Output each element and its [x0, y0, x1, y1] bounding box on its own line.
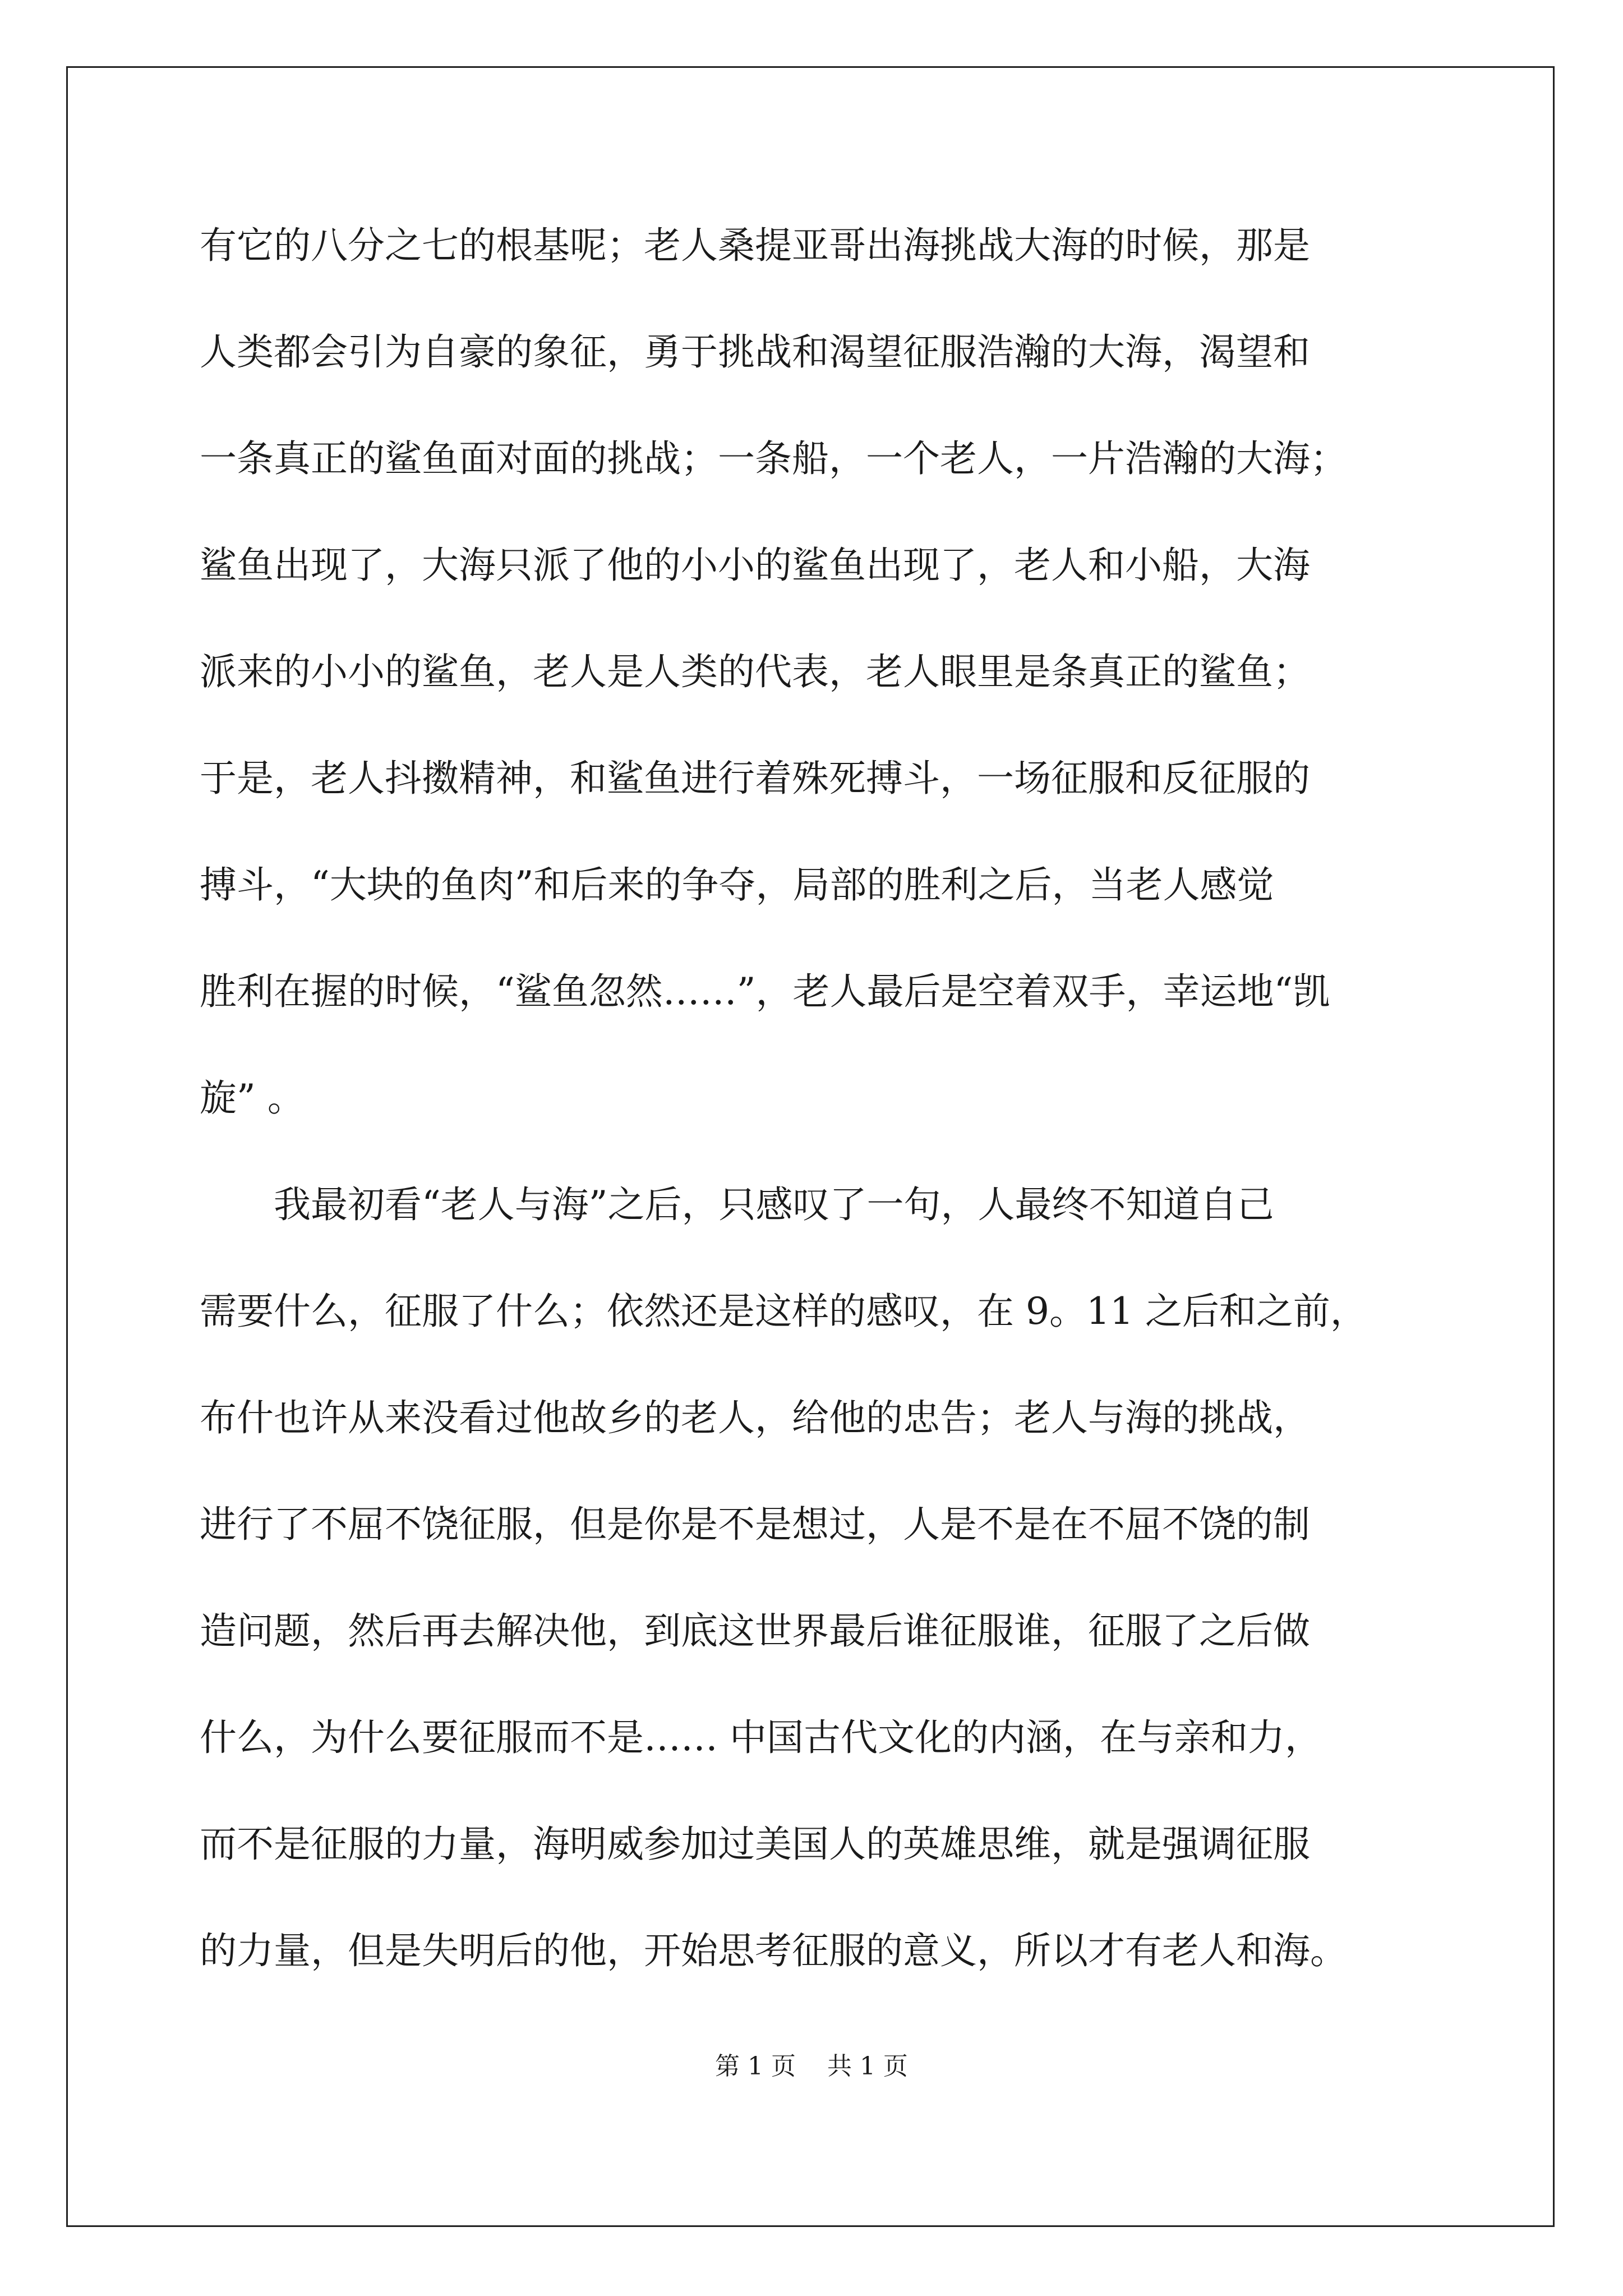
text-line: 而不是征服的力量，海明威参加过美国人的英雄思维，就是强调征服 — [200, 1823, 1310, 1866]
paragraph-first-line: 我最初看“老人与海”之后，只感叹了一句，人最终不知道自己 — [274, 1183, 1274, 1226]
text-line: 胜利在握的时候，“鲨鱼忽然……”，老人最后是空着双手，幸运地“凯 — [200, 970, 1330, 1013]
text-line: 旋” 。 — [200, 1076, 305, 1120]
page-number-footer: 第 1 页 共 1 页 — [715, 2052, 908, 2081]
text-line: 人类都会引为自豪的象征，勇于挑战和渴望征服浩瀚的大海，渴望和 — [200, 330, 1310, 374]
text-line: 派来的小小的鲨鱼，老人是人类的代表，老人眼里是条真正的鲨鱼； — [200, 650, 1310, 693]
text-line: 造问题，然后再去解决他，到底这世界最后谁征服谁，征服了之后做 — [200, 1609, 1310, 1653]
text-line: 需要什么，征服了什么；依然还是这样的感叹，在 9。11 之后和之前， — [200, 1290, 1367, 1333]
text-line: 一条真正的鲨鱼面对面的挑战；一条船，一个老人，一片浩瀚的大海； — [200, 437, 1347, 480]
text-line: 的力量，但是失明后的他，开始思考征服的意义，所以才有老人和海。 — [200, 1929, 1347, 1972]
text-line: 于是，老人抖擞精神，和鲨鱼进行着殊死搏斗，一场征服和反征服的 — [200, 757, 1310, 800]
text-line: 有它的八分之七的根基呢；老人桑提亚哥出海挑战大海的时候，那是 — [200, 224, 1310, 267]
text-line: 布什也许从来没看过他故乡的老人，给他的忠告；老人与海的挑战， — [200, 1396, 1310, 1439]
text-line: 搏斗，“大块的鱼肉”和后来的争夺，局部的胜利之后，当老人感觉 — [200, 863, 1274, 907]
text-line: 进行了不屈不饶征服，但是你是不是想过，人是不是在不屈不饶的制 — [200, 1503, 1310, 1546]
text-line: 鲨鱼出现了，大海只派了他的小小的鲨鱼出现了，老人和小船，大海 — [200, 544, 1310, 587]
text-line: 什么，为什么要征服而不是…… 中国古代文化的内涵，在与亲和力， — [200, 1716, 1322, 1759]
document-body — [200, 213, 1450, 2025]
